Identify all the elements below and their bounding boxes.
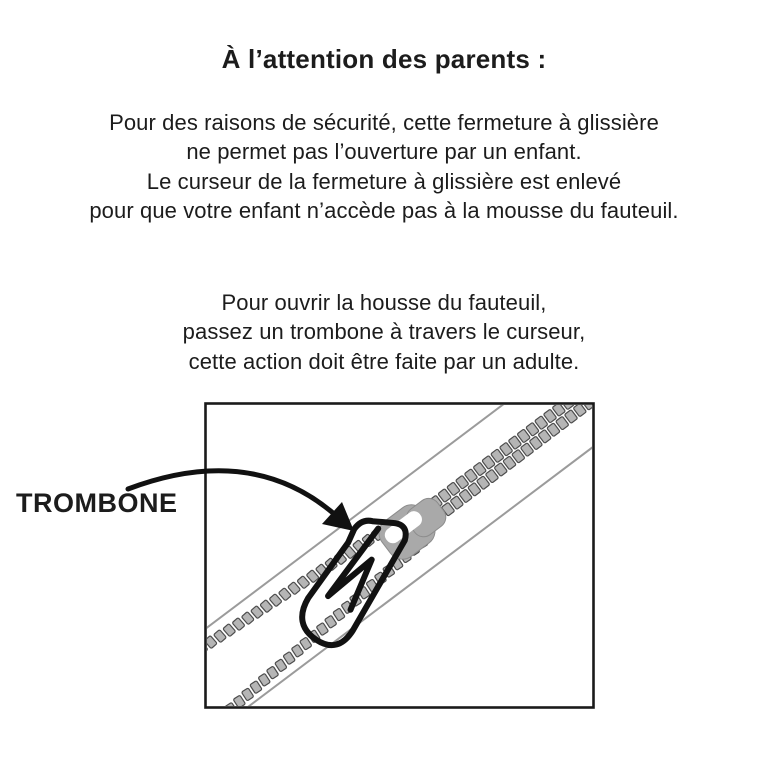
- paragraph-line: passez un trombone à travers le curseur,: [182, 319, 586, 345]
- paragraph-line: Pour des raisons de sécurité, cette fermeture à glissière: [109, 110, 659, 135]
- trombone-label: TROMBONE: [16, 488, 178, 518]
- paragraph-line: cette action doit être faite par un adulte.: [188, 348, 580, 374]
- safety-paragraph: [0, 108, 768, 226]
- paragraph-line: Le curseur de la fermeture à glissière est enlevé: [146, 168, 622, 194]
- paragraph-line: Pour ouvrir la housse du fauteuil,: [221, 290, 547, 315]
- paragraph-line: ne permet pas l’ouverture par un enfant.: [186, 139, 582, 165]
- instruction-paragraph: [0, 288, 768, 376]
- page-title: À l’attention des parents :: [221, 44, 547, 74]
- paragraph-line: pour que votre enfant n’accède pas à la mousse du fauteuil.: [89, 198, 679, 224]
- zipper-illustration: [0, 393, 768, 738]
